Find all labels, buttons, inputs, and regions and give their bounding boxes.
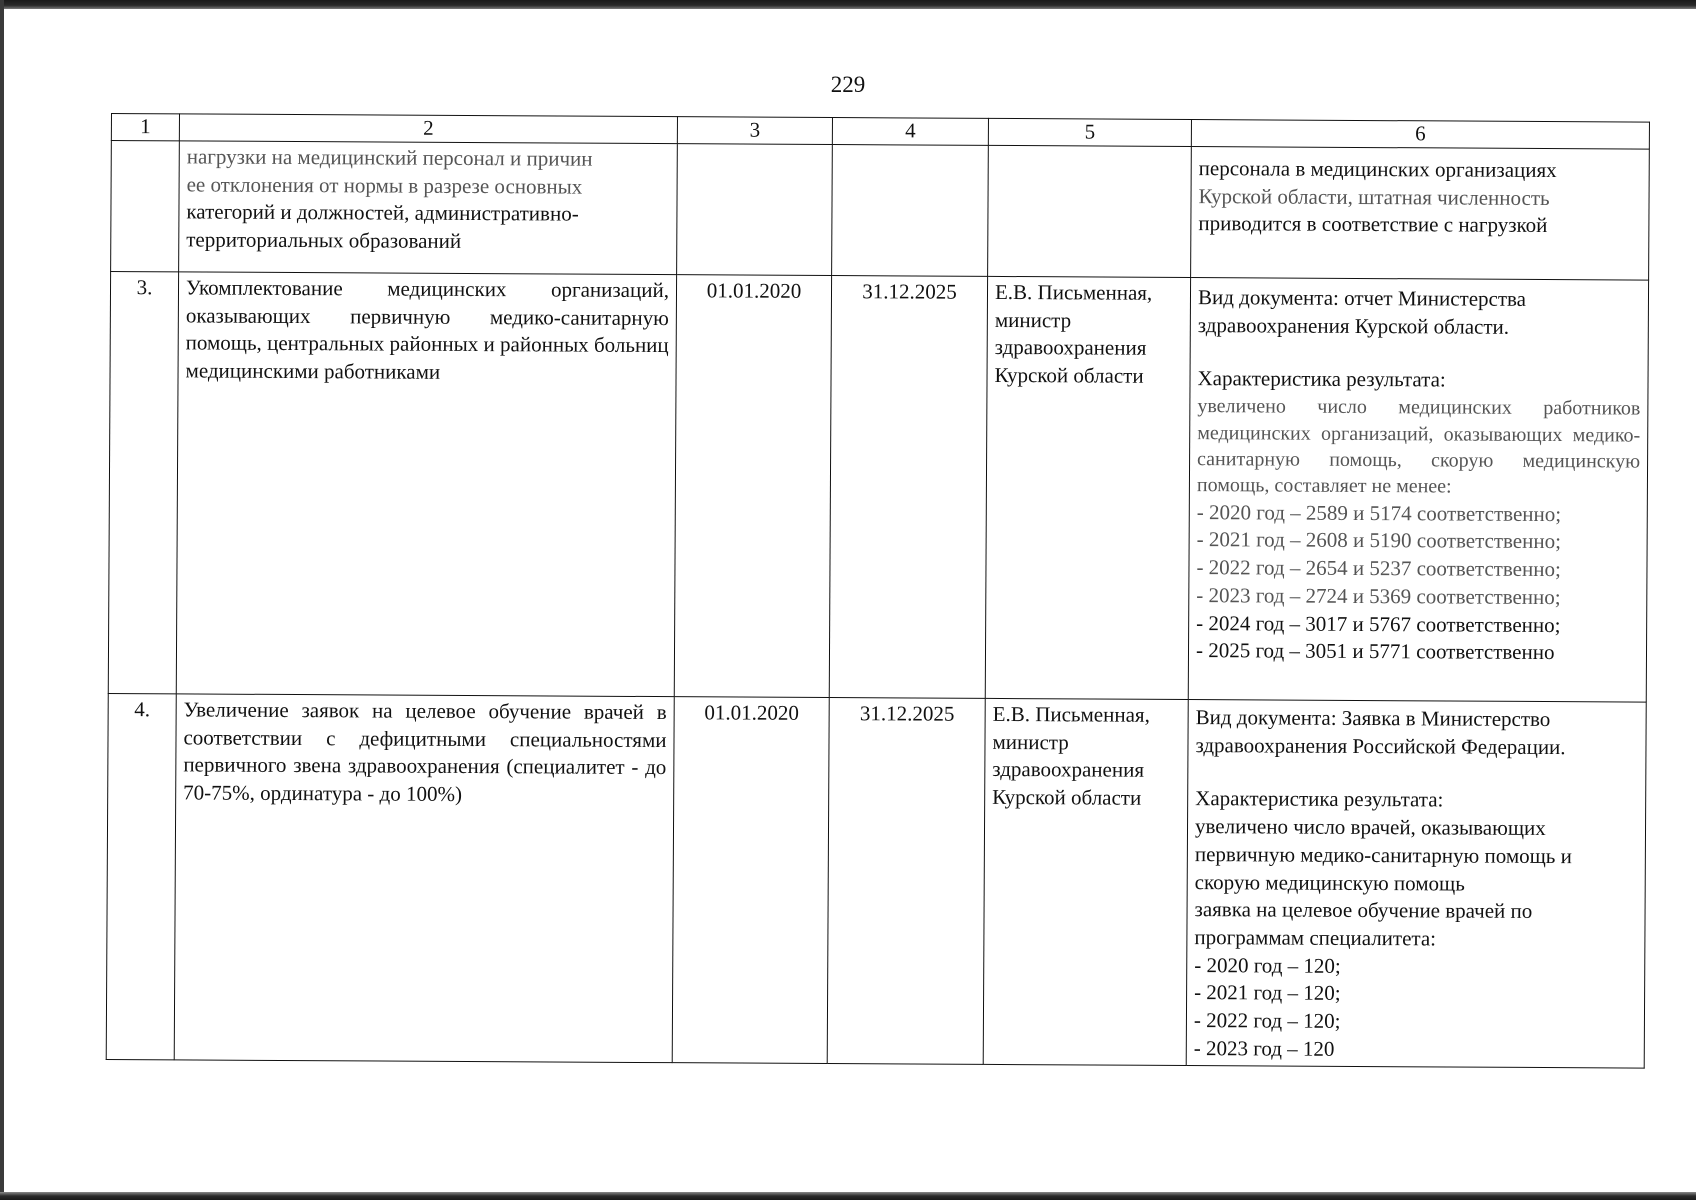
column-header-1: 1 [111, 114, 179, 141]
responsible-line: здравоохранения [994, 335, 1147, 361]
result-item: - 2023 год – 2724 и 5369 соответственно; [1196, 582, 1561, 609]
responsible-line: министр [992, 729, 1069, 755]
start-date-cell: 01.01.2020 [674, 275, 831, 698]
responsible-line: министр [994, 307, 1072, 333]
result-item: - 2025 год – 3051 и 5771 соответственно [1195, 638, 1555, 665]
row-description-cell: Укомплектование медицинских организаций, оказывающих первичную медико-санитарную помощь, центральных районных и районных больниц медицинскими работниками [176, 272, 676, 697]
row-description-cell: Увеличение заявок на целевое обучение врачей в соответствии с дефицитными специальностями первичного звена здравоохранения (специалитет - до 70-75%, ординатура - до 100%) [174, 694, 674, 1062]
document-type-text: Вид документа: Заявка в Министерство здравоохранения Российской Федерации. [1195, 705, 1566, 759]
cont-result-line: Курской области, штатная численность [1198, 183, 1550, 210]
result-heading: Характеристика результата: [1195, 786, 1444, 812]
column-header-3: 3 [677, 117, 832, 145]
plan-table [106, 113, 1650, 1068]
responsible-line: здравоохранения [992, 757, 1145, 783]
cont-description-line: категорий и должностей, административно- [186, 199, 579, 227]
result-cell [1186, 700, 1646, 1068]
cont-description-line: территориальных образований [186, 227, 462, 254]
result-item: - 2024 год – 3017 и 5767 соответственно; [1196, 610, 1561, 637]
responsible-line: Е.В. Письменная, [992, 701, 1150, 727]
paragraph-gap [1195, 760, 1638, 788]
table-row-3 [108, 272, 1648, 703]
result-item: - 2020 год – 2589 и 5174 соответственно; [1196, 499, 1562, 526]
responsible-line: Курской области [994, 363, 1144, 388]
column-header-5: 5 [988, 118, 1191, 146]
start-date-cell: 01.01.2020 [672, 697, 829, 1063]
cont-responsible-cell [988, 145, 1192, 277]
scan-bottom-edge [0, 1192, 1696, 1200]
result-description: увеличено число врачей, оказывающих первичную медико-санитарную помощь и скорую медицинскую помощь [1194, 814, 1572, 896]
result-item: - 2021 год – 120; [1194, 980, 1341, 1006]
result-description: увеличено число медицинских работников медицинских организаций, оказывающих медико-санитарную помощь, скорую медицинскую помощь, составляет не менее: [1196, 395, 1641, 498]
result-item: - 2023 год – 120 [1193, 1035, 1335, 1061]
result-item: - 2020 год – 120; [1194, 952, 1341, 978]
cont-number-cell [111, 141, 180, 272]
table-row-4 [106, 693, 1646, 1067]
cont-description-line: ее отклонения от нормы в разрезе основных [186, 172, 583, 199]
scan-left-edge [0, 0, 4, 1200]
end-date-cell: 31.12.2025 [827, 698, 985, 1064]
responsible-line: Курской области [992, 785, 1142, 810]
cont-start-cell [677, 144, 833, 276]
page-number: 229 [830, 72, 866, 97]
cont-description-cell [179, 141, 678, 275]
cont-result-cell [1191, 147, 1650, 281]
cont-result-line: персонала в медицинских организациях [1198, 156, 1557, 183]
row-number-cell: 4. [106, 693, 176, 1059]
result-cell [1188, 278, 1648, 703]
column-header-2: 2 [179, 114, 677, 144]
responsible-cell [985, 276, 1190, 699]
column-header-6: 6 [1191, 120, 1649, 150]
result-heading: Характеристика результата: [1197, 366, 1446, 392]
cont-end-cell [832, 145, 989, 277]
result-description-secondary: заявка на целевое обучение врачей по программам специалитета: [1194, 897, 1533, 951]
table-row-continuation [111, 141, 1650, 281]
paragraph-gap [1198, 340, 1641, 368]
responsible-line: Е.В. Письменная, [994, 279, 1153, 305]
result-item: - 2022 год – 2654 и 5237 соответственно; [1196, 555, 1561, 582]
cont-result-line: приводится в соответствие с нагрузкой [1198, 211, 1548, 238]
result-item: - 2021 год – 2608 и 5190 соответственно; [1196, 527, 1562, 554]
end-date-cell: 31.12.2025 [829, 276, 987, 699]
cont-description-line: нагрузки на медицинский персонал и причин [186, 144, 593, 171]
result-item: - 2022 год – 120; [1193, 1008, 1341, 1034]
responsible-cell [983, 698, 1188, 1065]
scan-top-edge [0, 0, 1696, 9]
row-number-cell: 3. [108, 272, 178, 694]
column-header-4: 4 [832, 118, 988, 146]
document-type-text: Вид документа: отчет Министерства здравоохранения Курской области. [1197, 285, 1527, 339]
